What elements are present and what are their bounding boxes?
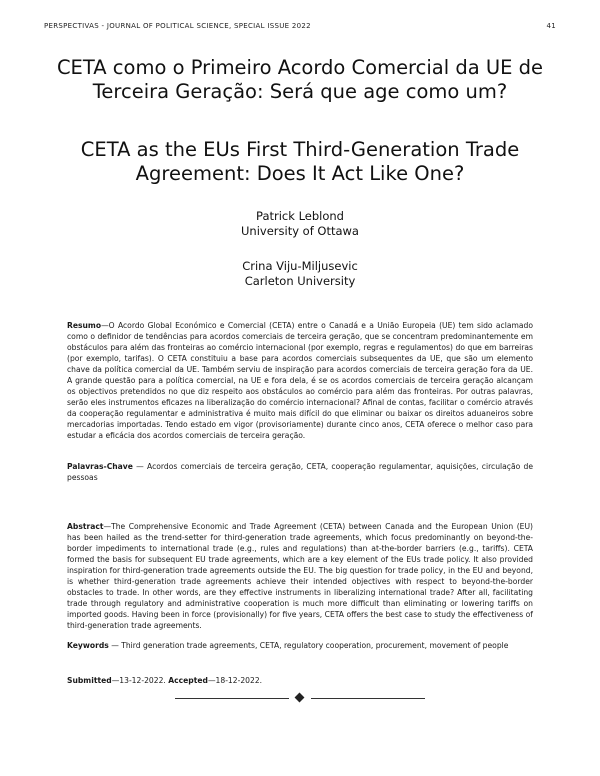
- author-block-2: [100, 259, 500, 289]
- journal-name: PERSPECTIVAS - JOURNAL OF POLITICAL SCIENCE, SPECIAL ISSUE 2022: [44, 22, 311, 30]
- keywords-text: — Third generation trade agreements, CETA, regulatory cooperation, procurement, movement of people: [108, 641, 509, 650]
- submission-dates: [67, 675, 533, 686]
- title-english: CETA as the EUs First Third-Generation Trade Agreement: Does It Act Like One?: [80, 138, 520, 185]
- submitted-label: Submitted: [67, 676, 112, 685]
- title-portuguese: CETA como o Primeiro Acordo Comercial da UE de Terceira Geração: Será que age como um?: [56, 56, 544, 103]
- diamond-ornament-icon: [295, 693, 305, 703]
- abstract-label: Abstract: [67, 522, 104, 531]
- divider-line-right: [311, 698, 425, 699]
- abstract-text: —O Acordo Global Económico e Comercial (CETA) entre o Canadá e a União Europeia (UE) tem sido aclamado como o definidor de tendências para acordos comerciais de terceira geração, que se concentram predominantemente em obstáculos para além das fronteiras ao comércio internacional (por exemplo, regras e regulamentos) do que em barreiras (por exemplo, tarifas). O CETA constituiu a base para acordos comerciais subsequentes da UE, que são um elemento chave da política comercial da UE. Também serviu de inspiração para acordos comerciais de terceira geração fora da UE. A grande questão para a política comercial, na UE e fora dela, é se os acordos comerciais de terceira geração alcançam os objectivos pretendidos no que diz respeito aos obstáculos ao comércio para além das fronteiras. Por outras palavras, serão eles instrumentos eficazes na liberalização do comércio internacional? Afinal de contas, facilitar o comércio através da cooperação regulamentar e administrativa é muito mais difícil do que eliminar ou baixar os direitos aduaneiros sobre mercadorias importadas. Tendo estado em vigor (provisoriamente) durante cinco anos, CETA oferece o melhor caso para estudar a eficácia dos acordos comerciais de terceira geração.: [67, 321, 533, 440]
- keywords-text: — Acordos comerciais de terceira geração, CETA, cooperação regulamentar, aquisições, circulação de pessoas: [67, 462, 533, 482]
- abstract-text: —The Comprehensive Economic and Trade Agreement (CETA) between Canada and the European Union (EU) has been hailed as the trend-setter for third-generation trade agreements, which focus predominantly on beyond-the-border impediments to international trade (e.g., rules and regulations) than at-the-border barriers (e.g., tariffs). CETA formed the basis for subsequent EU trade agreements, which are a key element of the EUs trade policy. It also provided inspiration for third-generation trade agreements outside the EU. The big question for trade policy, in the EU and beyond, is whether third-generation trade agreements achieve their intended objectives with respect to beyond-the-border obstacles to trade. In other words, are they effective instruments in liberalizing international trade? After all, facilitating trade through regulatory and administrative cooperation is much more difficult than eliminating or lowering tariffs on imported goods. Having been in force (provisionally) for five years, CETA offers the best case to study the effectiveness of third-generation trade agreements.: [67, 522, 533, 630]
- page-number: 41: [546, 22, 556, 30]
- accepted-label: Accepted: [168, 676, 208, 685]
- abstract-label: Resumo: [67, 321, 102, 330]
- submitted-date: —13-12-2022.: [111, 676, 169, 685]
- abstract-english: [67, 521, 533, 631]
- keywords-label: Keywords: [67, 641, 109, 650]
- author-name: Patrick Leblond: [256, 209, 344, 223]
- author-affiliation: University of Ottawa: [241, 224, 359, 238]
- divider-line-left: [175, 698, 289, 699]
- keywords-label: Palavras-Chave: [67, 462, 133, 471]
- abstract-portuguese: [67, 320, 533, 441]
- running-header: [44, 22, 556, 34]
- keywords-english: [67, 640, 533, 651]
- section-divider: [175, 692, 425, 704]
- author-name: Crina Viju-Miljusevic: [242, 259, 358, 273]
- author-block-1: [100, 209, 500, 239]
- author-affiliation: Carleton University: [244, 274, 356, 288]
- keywords-portuguese: [67, 461, 533, 483]
- accepted-date: —18-12-2022.: [207, 676, 263, 685]
